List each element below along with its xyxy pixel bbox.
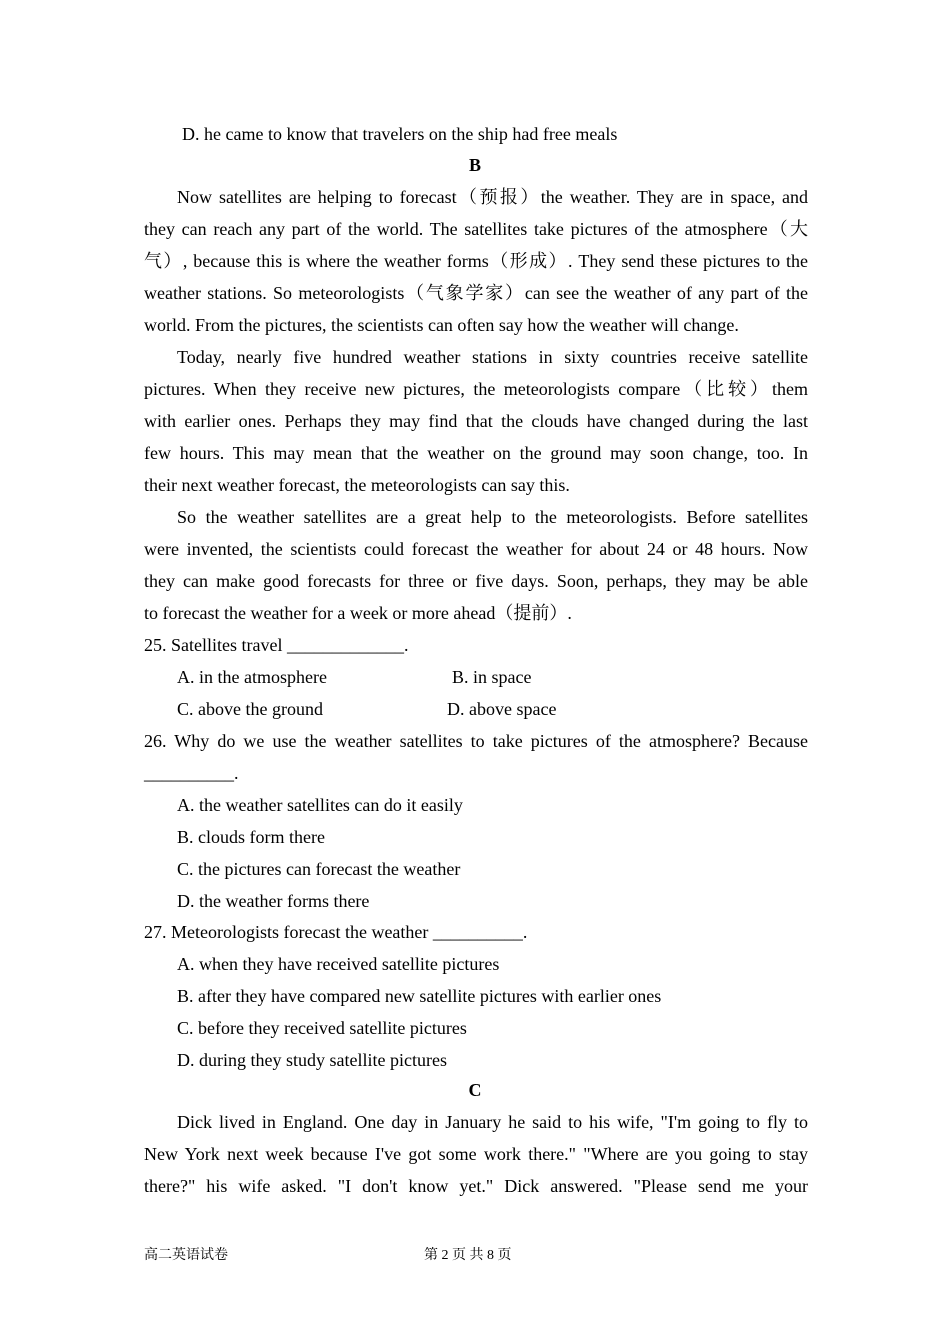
q26-option-b: B. clouds form there	[177, 827, 325, 847]
footer-exam-title: 高二英语试卷	[144, 1248, 228, 1263]
section-heading-c: C	[468, 1080, 482, 1100]
passage-c-line: New York next week because I've got some work there." "Where are you going to stay	[144, 1144, 808, 1164]
q26-option-a: A. the weather satellites can do it easily	[177, 795, 463, 815]
q27-option-c: C. before they received satellite pictures	[177, 1018, 467, 1038]
passage-b-line: weather stations. So meteorologists（气象学家）can see the weather of any part of the	[144, 283, 808, 303]
q27-option-d: D. during they study satellite pictures	[177, 1050, 447, 1070]
q26-option-c: C. the pictures can forecast the weather	[177, 859, 461, 879]
question-26-blank: __________.	[144, 763, 239, 783]
passage-c-line: Dick lived in England. One day in January he said to his wife, "I'm going to fly to	[177, 1112, 808, 1132]
passage-b-line: 气）, because this is where the weather forms（形成）. They send these pictures to the	[144, 251, 808, 271]
q25-option-c: C. above the ground	[177, 699, 323, 719]
q25-option-b: B. in space	[452, 667, 532, 687]
passage-b-line: world. From the pictures, the scientists can often say how the weather will change.	[144, 315, 739, 335]
q25-option-a: A. in the atmosphere	[177, 667, 327, 687]
passage-b-line: with earlier ones. Perhaps they may find that the clouds have changed during the last	[144, 411, 808, 431]
footer-page-number: 第 2 页 共 8 页	[424, 1248, 512, 1263]
passage-b-line: So the weather satellites are a great help to the meteorologists. Before satellites	[177, 507, 808, 527]
section-heading-b: B	[468, 155, 481, 175]
q26-option-d: D. the weather forms there	[177, 891, 370, 911]
passage-b-line: were invented, the scientists could forecast the weather for about 24 or 48 hours. Now	[144, 539, 808, 559]
passage-b-line: to forecast the weather for a week or more ahead（提前）.	[144, 603, 572, 623]
question-27: 27. Meteorologists forecast the weather __________.	[144, 922, 528, 942]
passage-b-line: few hours. This may mean that the weather on the ground may soon change, too. In	[144, 443, 808, 463]
passage-b-line: they can reach any part of the world. The satellites take pictures of the atmosphere（大	[144, 219, 808, 239]
q27-option-a: A. when they have received satellite pictures	[177, 954, 500, 974]
passage-c-line: there?" his wife asked. "I don't know yet." Dick answered. "Please send me your	[144, 1176, 808, 1196]
question-26: 26. Why do we use the weather satellites to take pictures of the atmosphere? Because	[144, 731, 808, 751]
option-d-line: D. he came to know that travelers on the ship had free meals	[182, 124, 618, 144]
passage-b-line: Now satellites are helping to forecast（预报）the weather. They are in space, and	[177, 187, 808, 207]
q25-option-d: D. above space	[447, 699, 557, 719]
passage-b-line: pictures. When they receive new pictures, the meteorologists compare（比较）them	[144, 379, 808, 399]
question-25: 25. Satellites travel _____________.	[144, 635, 409, 655]
passage-b-line: their next weather forecast, the meteorologists can say this.	[144, 475, 570, 495]
passage-b-line: Today, nearly five hundred weather stations in sixty countries receive satellite	[177, 347, 808, 367]
q27-option-b: B. after they have compared new satellite pictures with earlier ones	[177, 986, 662, 1006]
passage-b-line: they can make good forecasts for three or five days. Soon, perhaps, they may be able	[144, 571, 808, 591]
